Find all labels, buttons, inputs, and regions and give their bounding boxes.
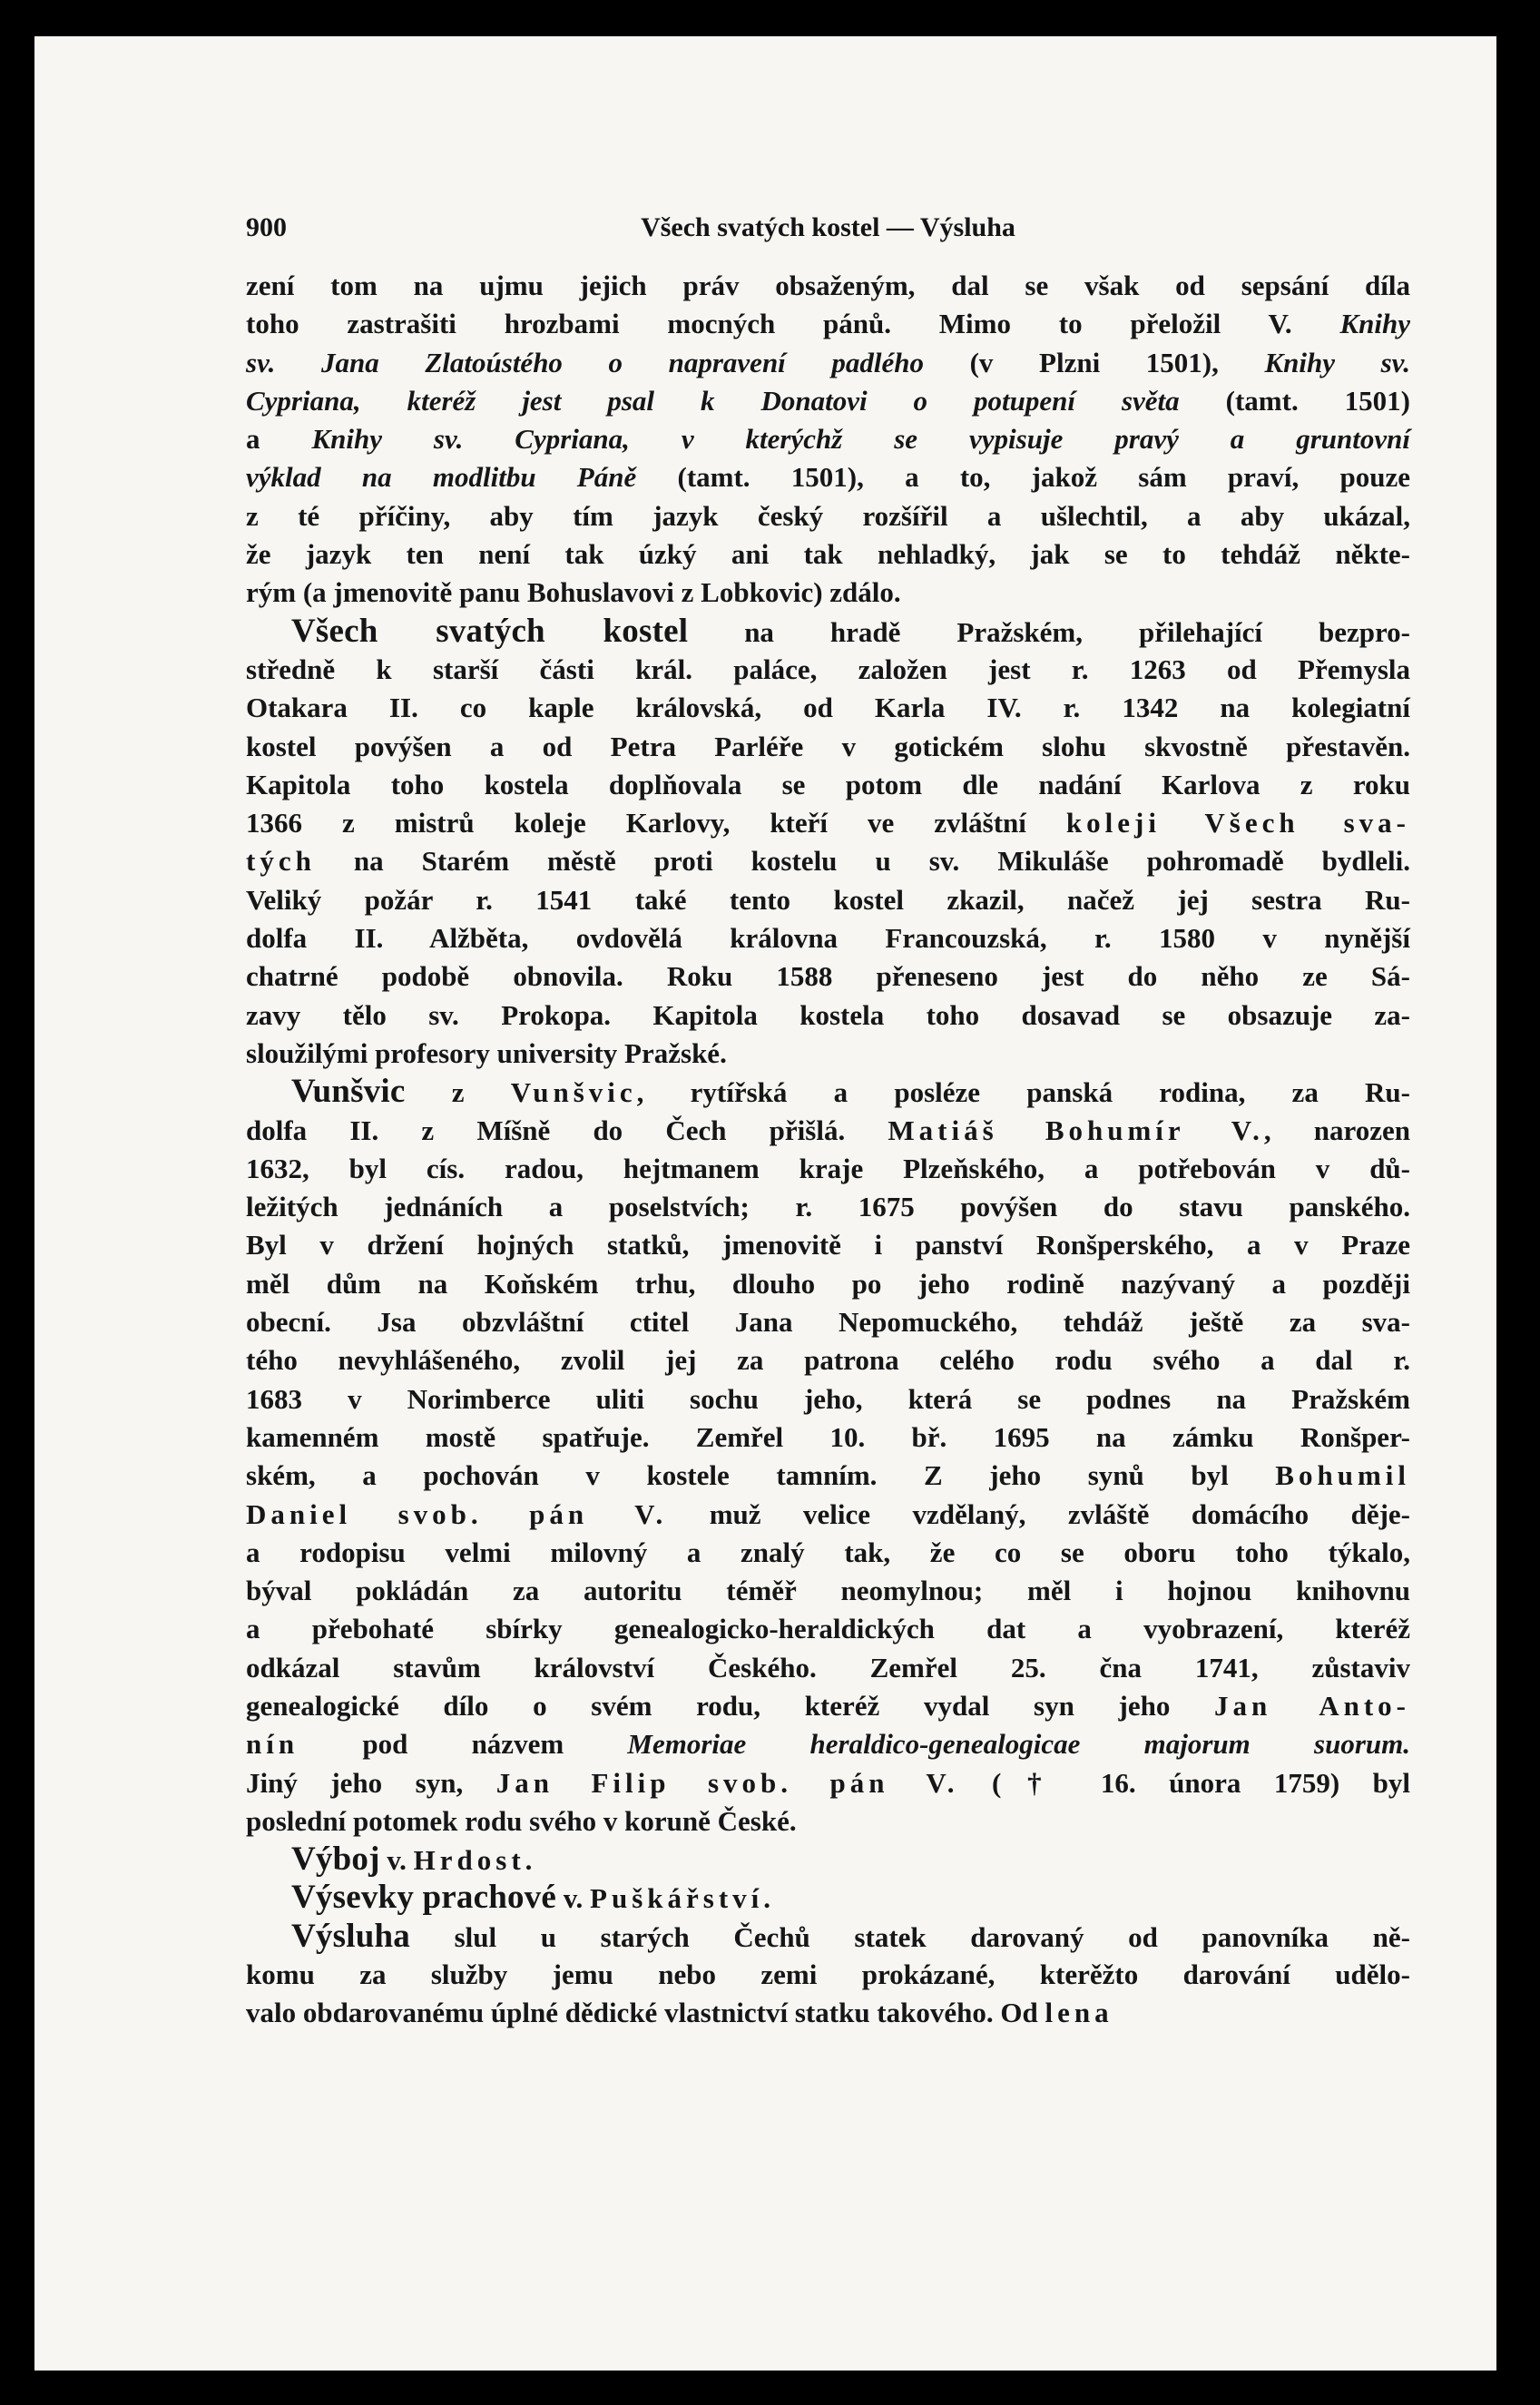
spaced-name: Matiáš Bohumír V.: [888, 1114, 1264, 1146]
text-run: dolfa II. z Míšně do Čech přišlá.: [246, 1114, 888, 1146]
text-line: [246, 1956, 1410, 1994]
spaced-name: lena: [1045, 1997, 1113, 2029]
text-line: [246, 1035, 1410, 1073]
text-line: [246, 1725, 1410, 1763]
spaced-name: Daniel svob. pán V.: [246, 1497, 668, 1530]
text-run: měl dům na Koňském trhu, dlouho po jeho rodině nazývaný a později: [246, 1267, 1410, 1300]
text-line: [246, 1802, 1410, 1841]
text-run: zení tom na ujmu jejich práv obsaženým, dal se však od sepsání díla: [246, 270, 1410, 301]
text-run: a přebohaté sbírky genealogicko-heraldických dat a vyobrazení, kteréž: [246, 1613, 1410, 1645]
text-run: středně k starší části král. paláce, založen jest r. 1263 od Přemysla: [246, 653, 1410, 685]
spaced-name: Puškářství.: [590, 1882, 776, 1915]
entry-paragraph: [246, 1879, 1410, 1917]
text-run: a rodopisu velmi milovný a znalý tak, že co se oboru toho týkalo,: [246, 1536, 1410, 1568]
text-line: [246, 1303, 1410, 1341]
text-line: [246, 1380, 1410, 1418]
text-line: [246, 1572, 1410, 1610]
entry-paragraph: [246, 1918, 1410, 2033]
italic-title: Knihy sv. Cypriana, v kterýchž se vypisuje pravý a gruntovní: [311, 423, 1411, 456]
text-line: [246, 651, 1410, 689]
text-run: zavy tělo sv. Prokopa. Kapitola kostela toho dosavad se obsazuje za-: [246, 998, 1410, 1031]
text-line: [246, 1610, 1410, 1648]
text-run: valo obdarovanému úplné dědické vlastnictví statku takového. Od: [246, 1997, 1045, 2029]
spaced-name: Bohumil: [1275, 1459, 1410, 1492]
text-run: ležitých jednáních a poselstvích; r. 1675 povýšen do stavu panského.: [246, 1191, 1410, 1223]
text-run: z: [405, 1076, 511, 1109]
entry-headword: Výsluha: [291, 1917, 410, 1955]
text-line: [246, 1534, 1410, 1572]
text-line: [246, 1112, 1410, 1150]
entry-headword: Všech svatých kostel: [291, 612, 689, 650]
text-line: [246, 689, 1410, 727]
italic-title: Cypriana, kteréž jest psal k Donatovi o potupení světa: [246, 384, 1180, 417]
text-run: poslední potomek rodu svého v koruně České.: [246, 1804, 797, 1837]
text-run: 1683 v Norimberce uliti sochu jeho, která se podnes na Pražském: [246, 1382, 1410, 1415]
entry-paragraph: [246, 267, 1410, 613]
spaced-name: Jan Filip svob. pán V.: [495, 1766, 959, 1799]
text-line: [246, 919, 1410, 957]
text-line: [246, 497, 1410, 535]
text-line: [246, 458, 1410, 496]
text-run: Kapitola toho kostela doplňovala se potom dle nadání Karlova z roku: [246, 768, 1410, 800]
text-run: slul u starých Čechů statek darovaný od panovníka ně-: [409, 1920, 1410, 1953]
text-line: [246, 1150, 1410, 1188]
text-run: (tamt. 1501): [1179, 384, 1410, 417]
text-run: kamenném mostě spatřuje. Zemřel 10. bř. 1695 na zámku Ronšper-: [246, 1420, 1410, 1453]
text-run: komu za služby jemu nebo zemi prokázané, kterěžto darování udělo-: [246, 1958, 1410, 1991]
text-run: v.: [379, 1844, 414, 1877]
text-line: [246, 1918, 1410, 1956]
text-line: [246, 1841, 1410, 1879]
text-run: ském, a pochován v kostele tamním. Z jeho synů byl: [246, 1459, 1276, 1492]
entry-headword: Vunšvic: [291, 1073, 406, 1111]
text-line: [246, 344, 1410, 382]
text-line: [246, 1764, 1410, 1802]
spaced-name: Hrdost.: [413, 1844, 537, 1877]
text-line: [246, 996, 1410, 1035]
text-line: [246, 728, 1410, 766]
text-run: , rytířská a posléze panská rodina, za Ru-: [636, 1076, 1410, 1109]
text-run: pod názvem: [299, 1728, 628, 1761]
text-run: sloužilými profesory university Pražské.: [246, 1036, 727, 1069]
text-line: [246, 420, 1410, 458]
entry-paragraph: [246, 1841, 1410, 1879]
text-line: [246, 1188, 1410, 1226]
entry-headword: Výsevky prachové: [291, 1879, 556, 1917]
text-run: chatrné podobě obnovila. Roku 1588 přeneseno jest do něho ze Sá-: [246, 960, 1410, 993]
text-run: Byl v držení hojných statků, jmenovitě i panství Ronšperského, a v Praze: [246, 1229, 1410, 1261]
text-line: [246, 613, 1410, 651]
text-run: Otakara II. co kaple královská, od Karla IV. r. 1342 na kolegiatní: [246, 692, 1410, 724]
scanned-page: [34, 36, 1496, 2371]
text-run: v.: [556, 1882, 591, 1915]
text-line: [246, 1687, 1410, 1725]
text-line: [246, 1649, 1410, 1687]
text-run: (v Plzni 1501),: [924, 346, 1265, 378]
text-run: z té příčiny, aby tím jazyk český rozšířil a ušlechtil, a aby ukázal,: [246, 499, 1410, 532]
italic-title: Knihy sv.: [1264, 346, 1410, 378]
text-line: [246, 1496, 1410, 1534]
text-run: (tamt. 1501), a to, jakož sám praví, pouze: [636, 461, 1411, 494]
text-run: genealogické dílo o svém rodu, kteréž vydal syn jeho: [246, 1689, 1215, 1722]
text-line: [246, 804, 1410, 842]
text-line: [246, 1879, 1410, 1917]
text-line: [246, 1418, 1410, 1457]
text-run: rým (a jmenovitě panu Bohuslavovi z Lobkovic) zdálo.: [246, 576, 901, 609]
running-title: Všech svatých kostel — Výsluha: [641, 212, 1015, 242]
spaced-name: tých: [246, 845, 316, 878]
text-line: [246, 1994, 1410, 2032]
text-run: na Starém městě proti kostelu u sv. Mikuláše pohromadě bydleli.: [315, 845, 1410, 878]
entry-headword: Výboj: [291, 1841, 380, 1879]
spaced-name: nín: [246, 1728, 299, 1761]
text-line: [246, 1073, 1410, 1111]
text-line: [246, 1457, 1410, 1495]
text-run: kostel povýšen a od Petra Parléře v gotickém slohu skvostně přestavěn.: [246, 730, 1410, 762]
text-line: [246, 267, 1410, 305]
text-line: [246, 305, 1410, 343]
entry-paragraph: [246, 613, 1410, 1074]
text-run: 1366 z mistrů koleje Karlovy, kteří ve zvláštní: [246, 807, 1066, 839]
text-line: [246, 842, 1410, 880]
text-run: toho zastrašiti hrozbami mocných pánů. Mimo to přeložil V.: [246, 308, 1340, 340]
text-line: [246, 766, 1410, 804]
italic-title: výklad na modlitbu Páně: [246, 461, 637, 494]
text-line: [246, 1265, 1410, 1303]
article-body: [246, 267, 1410, 2033]
text-run: dolfa II. Alžběta, ovdovělá královna Francouzská, r. 1580 v nynější: [246, 922, 1410, 955]
entry-paragraph: [246, 1073, 1410, 1841]
text-run: Jiný jeho syn,: [246, 1766, 496, 1799]
text-run: na hradě Pražském, přilehající bezpro-: [688, 615, 1410, 648]
text-run: Veliký požár r. 1541 také tento kostel zkazil, načež jej sestra Ru-: [246, 883, 1410, 916]
spaced-name: Vunšvic: [510, 1076, 637, 1109]
spaced-name: koleji Všech sva-: [1065, 807, 1410, 839]
page-header: [246, 200, 1410, 254]
italic-title: Knihy: [1339, 308, 1410, 340]
text-run: muž velice vzdělaný, zvláště domácího děje-: [667, 1497, 1411, 1530]
spaced-name: Jan Anto-: [1214, 1689, 1411, 1722]
text-line: [246, 535, 1410, 574]
text-line: [246, 574, 1410, 612]
text-line: [246, 1341, 1410, 1379]
text-line: [246, 881, 1410, 919]
text-line: [246, 957, 1410, 996]
text-line: [246, 1226, 1410, 1264]
text-run: tého nevyhlášeného, zvolil jej za patrona celého rodu svého a dal r.: [246, 1344, 1410, 1377]
page-number: 900: [246, 212, 287, 242]
italic-title: Memoriae heraldico-genealogicae majorum suorum.: [627, 1728, 1410, 1761]
text-run: († 16. února 1759) byl: [958, 1766, 1410, 1799]
text-run: že jazyk ten není tak úzký ani tak nehladký, jak se to tehdáž někte-: [246, 538, 1410, 571]
italic-title: sv. Jana Zlatoústého o napravení padlého: [246, 346, 925, 378]
text-run: , narozen: [1263, 1114, 1410, 1146]
text-line: [246, 382, 1410, 420]
text-run: a: [246, 423, 312, 456]
text-run: odkázal stavům království Českého. Zemřel 25. čna 1741, zůstaviv: [246, 1651, 1410, 1684]
text-run: obecní. Jsa obzvláštní ctitel Jana Nepomuckého, tehdáž ještě za sva-: [246, 1306, 1410, 1339]
text-run: býval pokládán za autoritu téměř neomylnou; měl i hojnou knihovnu: [246, 1575, 1410, 1607]
text-run: 1632, byl cís. radou, hejtmanem kraje Plzeňského, a potřebován v dů-: [246, 1152, 1410, 1184]
